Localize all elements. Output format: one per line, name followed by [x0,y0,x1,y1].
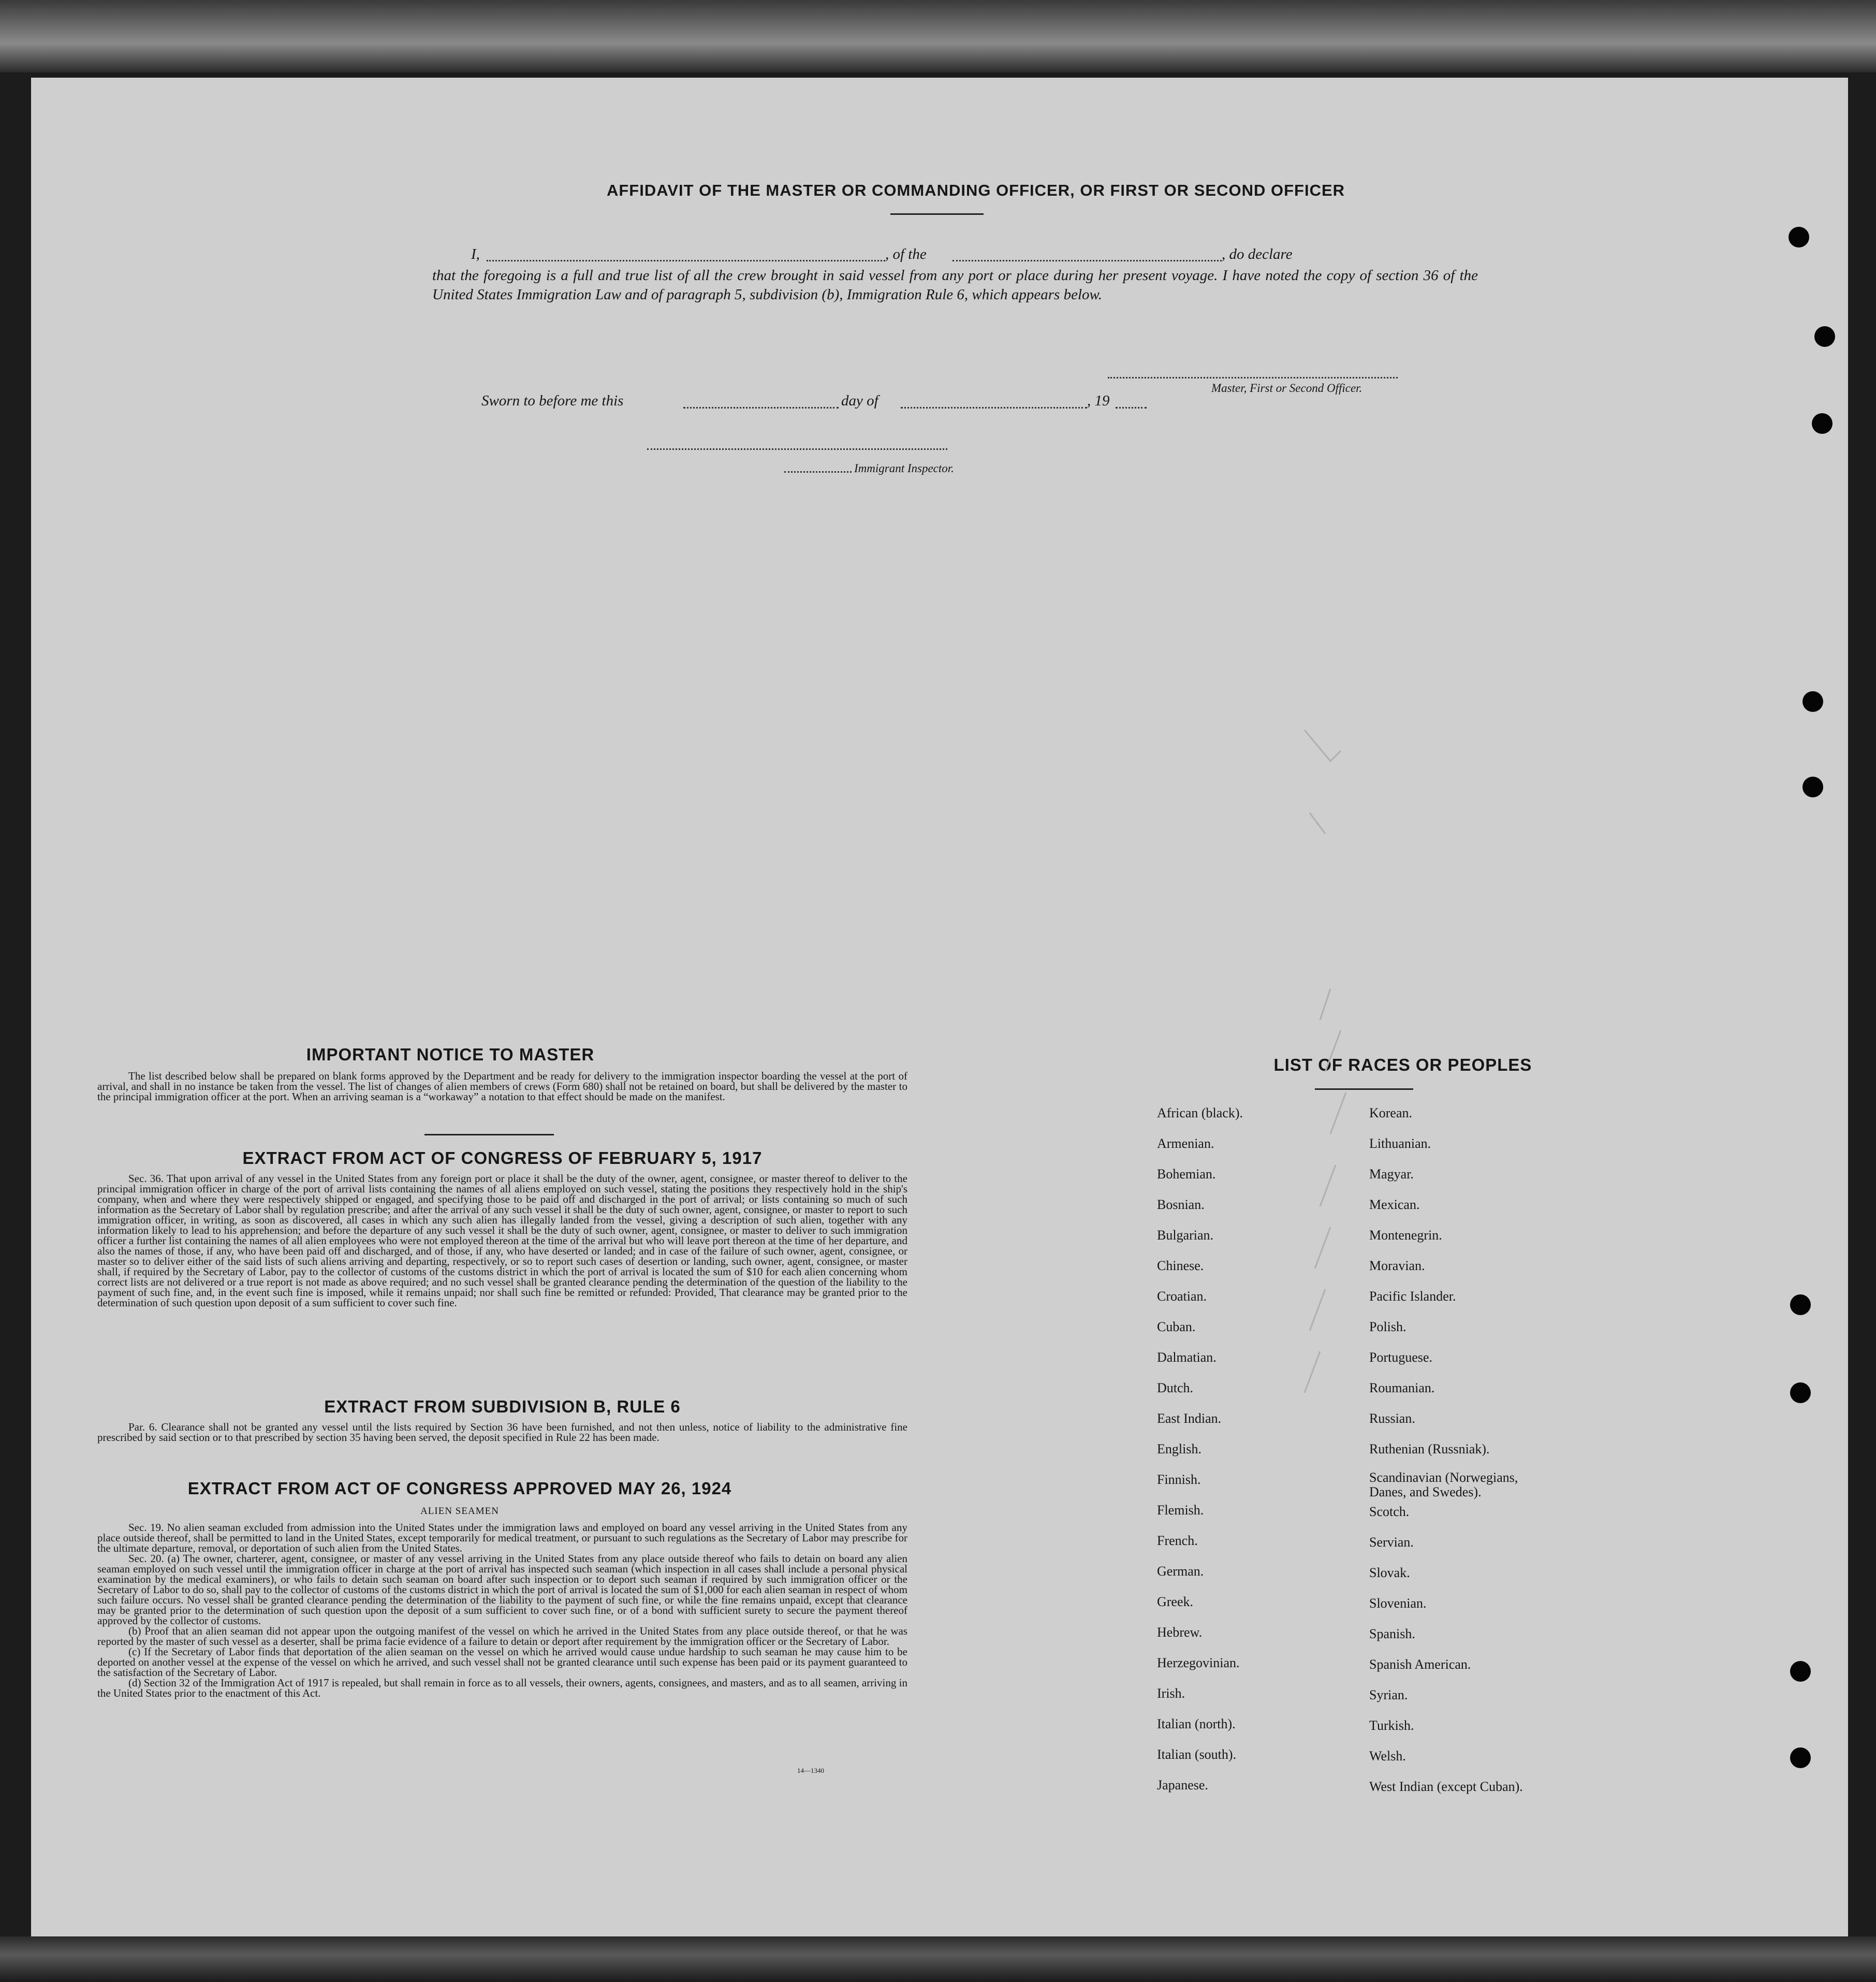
race-item: Korean. [1369,1105,1413,1120]
race-item: Ruthenian (Russniak). [1369,1441,1490,1456]
race-item: Italian (north). [1157,1716,1236,1731]
binder-hole [1790,1747,1811,1768]
binder-hole [1812,413,1833,434]
race-item: Portuguese. [1369,1350,1433,1365]
race-item: Pacific Islander. [1369,1289,1456,1304]
notice-rule [424,1134,554,1135]
race-item: Hebrew. [1157,1625,1203,1640]
inspector-label: Immigrant Inspector. [854,462,954,475]
sworn-year-blank[interactable] [1116,407,1147,409]
race-item: Herzegovinian. [1157,1655,1240,1670]
race-item: Armenian. [1157,1136,1214,1151]
race-item: Dutch. [1157,1380,1194,1395]
race-item: Scandinavian (Norwegians, Danes, and Swedes). [1369,1470,1518,1499]
race-item: Scotch. [1369,1504,1410,1519]
race-item: Spanish American. [1369,1657,1471,1672]
race-item: West Indian (except Cuban). [1369,1779,1523,1794]
vessel-blank[interactable] [952,260,1222,261]
race-item: Slovenian. [1369,1596,1427,1611]
race-item: Bosnian. [1157,1197,1205,1212]
race-item: Bulgarian. [1157,1228,1214,1243]
extract-1924-title: EXTRACT FROM ACT OF CONGRESS APPROVED MAY 26, 1924 [187,1479,732,1498]
binder-hole [1814,326,1835,347]
extract-1924-sec20c: (c) If the Secretary of Labor finds that deportation of the alien seaman on the vessel on which he arrived would cause undue hardship to such seaman he may cause him to be deported on another vessel at the expense of the vessel on which he arrived, and such vessel shall not be granted clearance until such expense has been paid or its payment guaranteed to the satisfaction of the Secretary of Labor. [97,1645,907,1679]
signature-blank[interactable] [1108,377,1398,378]
races-title: LIST OF RACES OR PEOPLES [1273,1055,1532,1074]
race-item: Lithuanian. [1369,1136,1431,1151]
binder-hole [1789,227,1809,247]
race-item: Mexican. [1369,1197,1420,1212]
sworn-year: , 19 [1087,392,1110,409]
race-item: Italian (south). [1157,1747,1237,1762]
extract-1924-subtitle: ALIEN SEAMEN [420,1506,499,1517]
affidavit-title-rule [890,213,984,215]
affidavit-i: I, [471,246,480,263]
binder-hole [1790,1661,1811,1682]
binder-hole [1790,1294,1811,1315]
race-item: Spanish. [1369,1626,1415,1641]
affidavit-of-the: , of the [885,246,927,263]
scan-top-edge [0,0,1876,72]
rule6-title: EXTRACT FROM SUBDIVISION B, RULE 6 [324,1397,681,1416]
notice-text: The list described below shall be prepared on blank forms approved by the Department and be ready for delivery to the immigration inspector boarding the vessel at the port of arrival, and shall in no instance be taken from the vessel. The list of changes of alien members of crews (Form 680) shall not be retained on board, but shall be delivered by the master to the principal immigration officer at the port. When an arriving seaman is a “workaway” a notation to that effect should be made on the manifest. [97,1070,907,1103]
form-number: 14—1340 [797,1767,824,1774]
sworn-prefix: Sworn to before me this [481,392,624,409]
affidavit-declare: , do declare [1222,246,1293,263]
race-item: Greek. [1157,1594,1194,1609]
extract-1917-title: EXTRACT FROM ACT OF CONGRESS OF FEBRUARY 5, 1917 [242,1148,763,1168]
race-item: Cuban. [1157,1319,1196,1334]
scan-bottom-edge [0,1936,1876,1982]
race-item: French. [1157,1533,1198,1548]
race-item: African (black). [1157,1105,1243,1120]
extract-1924-body [97,1522,907,1698]
race-item: German. [1157,1564,1204,1579]
race-item: Slovak. [1369,1565,1410,1580]
race-item: Bohemian. [1157,1167,1216,1182]
extract-1924-sec20d: (d) Section 32 of the Immigration Act of 1917 is repealed, but shall remain in force as to all vessels, their owners, agents, consignees, and masters, and as to all seamen, arriving in the United States prior to the enactment of this Act. [97,1677,907,1699]
sworn-day-of: day of [841,392,878,409]
race-item: Syrian. [1369,1687,1408,1702]
race-item: Dalmatian. [1157,1350,1217,1365]
name-blank[interactable] [487,260,885,261]
faint-check-marks [1273,699,1403,1527]
affidavit-body: that the foregoing is a full and true list of all the crew brought in said vessel from any port or place during her present voyage. I have noted the copy of section 36 of the United States Immigration Law and of paragraph 5, subdivision (b), Immigration Rule 6, which appears below. [432,267,1478,303]
binder-hole [1802,691,1823,712]
sworn-day-blank[interactable] [683,407,839,409]
race-item: Servian. [1369,1535,1414,1550]
extract-1924-sec19: Sec. 19. No alien seaman excluded from admission into the United States under the immigration laws and employed on board any vessel arriving in the United States from any place outside thereof, shall be permitted to land in the United States, except temporarily for medical treatment, or pursuant to such regulations as the Secretary of Labor may prescribe for the ultimate departure, removal, or deportation of such alien from the United States. [97,1521,907,1554]
race-item: English. [1157,1441,1201,1456]
race-item: Chinese. [1157,1258,1204,1273]
race-item: Moravian. [1369,1258,1425,1273]
race-item: East Indian. [1157,1411,1222,1426]
race-item: Montenegrin. [1369,1228,1442,1243]
race-item: Japanese. [1157,1777,1208,1792]
race-item: Roumanian. [1369,1380,1435,1395]
race-item: Welsh. [1369,1748,1406,1764]
manifest-back-page [31,78,1848,1936]
race-item: Irish. [1157,1686,1185,1701]
signature-label: Master, First or Second Officer. [1211,382,1362,395]
race-item: Finnish. [1157,1472,1201,1487]
affidavit-title: AFFIDAVIT OF THE MASTER OR COMMANDING OFFICER, OR FIRST OR SECOND OFFICER [606,181,1345,199]
race-item: Turkish. [1369,1718,1414,1733]
extract-1924-sec20a: Sec. 20. (a) The owner, charterer, agent, consignee, or master of any vessel arriving in the United States from any place outside thereof who fails to detain on board any alien seaman employed on such vessel until the immigration officer in charge at the port of arrival has inspected such seaman (which inspection in all cases shall include a personal physical examination by the medical examiners), or who fails to detain such seaman on board after such inspection or to deport such seaman if required by such immigration officer or the Secretary of Labor to do so, shall pay to the collector of customs of the customs district in which the port of arrival is located the sum of $1,000 for each alien seaman in respect of whom such failure occurs. No vessel shall be granted clearance pending the determination of the liability to the payment of such fine, or while the fine remains unpaid, except that clearance may be granted prior to the determination of such question upon the deposit of a sum sufficient to cover such fine, or of a bond with sufficient surety to secure the payment thereof approved by the collector of customs. [97,1552,907,1627]
race-item: Russian. [1369,1411,1415,1426]
rule6-text: Par. 6. Clearance shall not be granted any vessel until the lists required by Section 36 have been furnished, and not then unless, notice of liability to the administrative fine prescribed by said section or to that prescribed by section 35 having been served, the deposit specified in Rule 22 has been made. [97,1421,907,1444]
binder-hole [1802,777,1823,797]
inspector-blank-short[interactable] [784,471,852,473]
binder-hole [1790,1382,1811,1403]
extract-1924-sec20b: (b) Proof that an alien seaman did not appear upon the outgoing manifest of the vessel on which he arrived in the United States from any place outside thereof, or that he was reported by the master of such vessel as a deserter, shall be prima facie evidence of a failure to detain or deport after requirement by the immigration officer or the Secretary of Labor. [97,1625,907,1648]
race-item: Polish. [1369,1319,1406,1334]
sworn-month-blank[interactable] [901,407,1087,409]
extract-1917-text: Sec. 36. That upon arrival of any vessel in the United States from any foreign port or place it shall be the duty of the owner, agent, consignee, or master thereof to deliver to the principal immigration officer in charge of the port of arrival lists containing the names of all aliens employed on such vessel, stating the positions they respectively hold in the ship's company, when and where they were respectively shipped or engaged, and specifying those to be paid off and discharged in the port of arrival; or lists containing so much of such information as the Secretary of Labor shall by regulation prescribe; and after the arrival of any such vessel it shall be the duty of such owner, agent, consignee, or master to report to such immigration officer, in writing, as soon as discovered, all cases in which any such alien has illegally landed from the vessel, giving a description of such alien, together with any information likely to lead to his apprehension; and before the departure of any such vessel it shall be the duty of such owner, agent, consignee, or master to deliver to such immigration officer a further list containing the names of all alien employees who were not employed thereon at the time of the arrival but who will leave port thereon at the time of her departure, and also the names of those, if any, who have been paid off and discharged, and of those, if any, who have deserted or landed; and in case of the failure of such owner, agent, consignee, or master so to deliver either of the said lists of such aliens arriving and departing, respectively, or so to report such cases of desertion or landing, such owner, agent, consignee, or master shall, if required by the Secretary of Labor, pay to the collector of customs of the customs district in which the port of arrival is located the sum of $10 for each alien concerning whom correct lists are not delivered or a true report is not made as above required; and no such vessel shall be granted clearance pending the determination of the question of the liability to the payment of such fine, and, in the event such fine is imposed, while it remains unpaid; nor shall such fine be remitted or refunded: Provided, That clearance may be granted prior to the determination of such question upon deposit of a sum sufficient to cover such fine. [97,1172,907,1309]
race-item: Magyar. [1369,1167,1414,1182]
inspector-blank[interactable] [647,448,947,450]
notice-title: IMPORTANT NOTICE TO MASTER [306,1045,595,1064]
race-item: Flemish. [1157,1503,1204,1518]
race-item: Croatian. [1157,1289,1207,1304]
